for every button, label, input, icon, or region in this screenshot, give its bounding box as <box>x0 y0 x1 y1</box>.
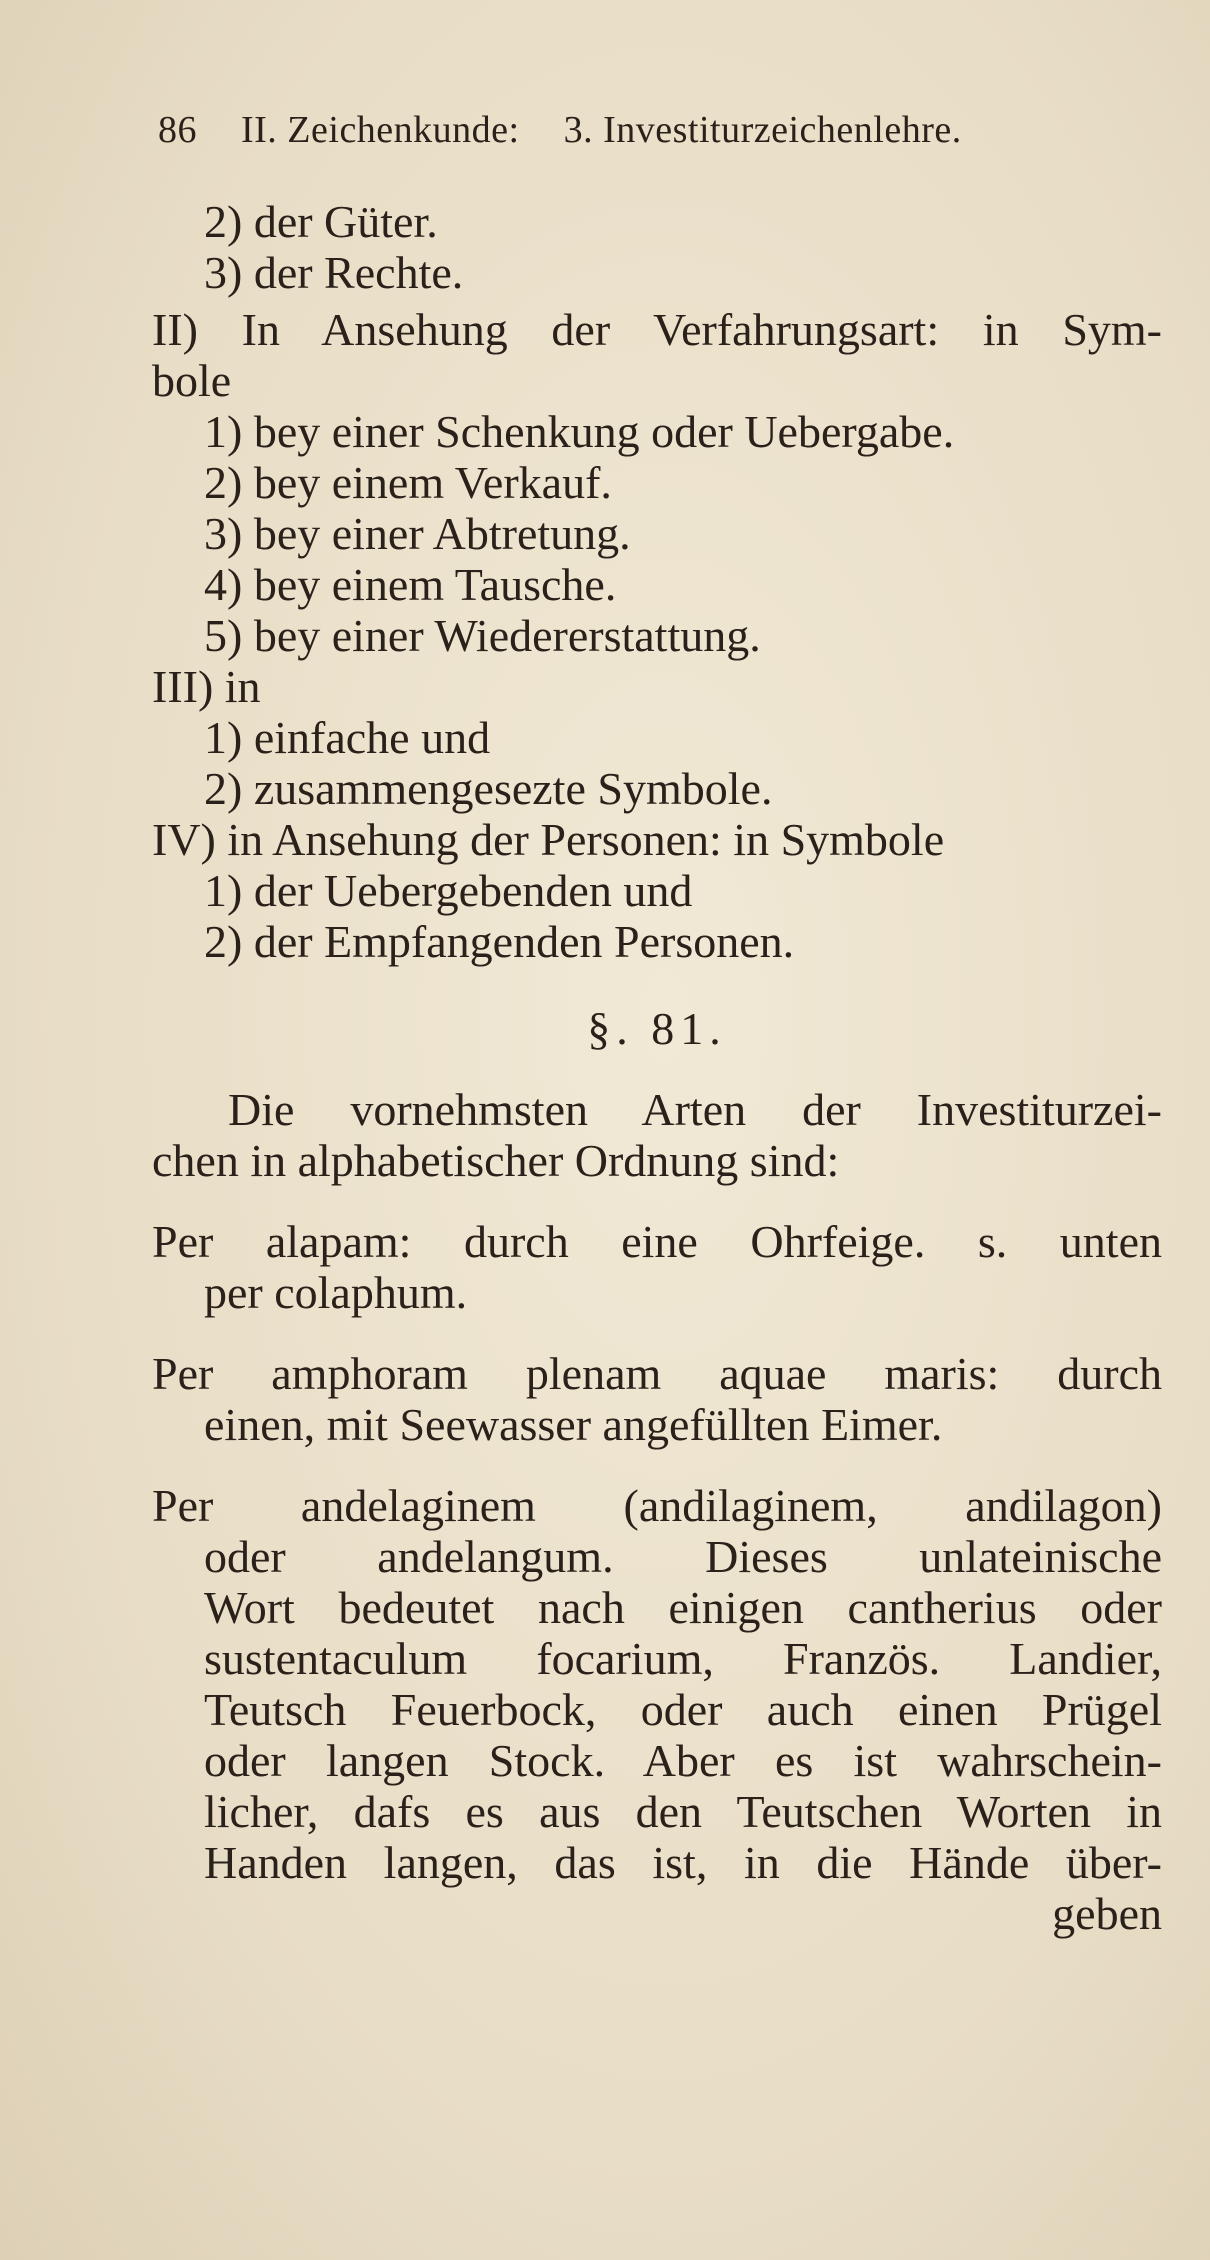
entry-line: oder langen Stock. Aber es ist wahrschein- <box>204 1735 1162 1786</box>
page-number: 86 <box>158 109 197 151</box>
entry-line: Per alapam: durch eine Ohrfeige. s. unten <box>152 1216 1162 1267</box>
section-heading: §. 81. <box>587 1003 727 1054</box>
chapter-title: II. Zeichenkunde: <box>241 109 520 151</box>
list-item: 3) der Rechte. <box>204 247 464 298</box>
list-item: 1) bey einer Schenkung oder Uebergabe. <box>204 406 955 457</box>
list-heading: III) in <box>152 661 261 712</box>
catchword: geben <box>1052 1888 1162 1939</box>
list-heading: II) In Ansehung der Verfahrungsart: in Sym- <box>152 304 1162 355</box>
entry-line: Per andelaginem (andilaginem, andilagon) <box>152 1480 1162 1531</box>
list-heading-cont: bole <box>152 355 232 406</box>
list-item: 4) bey einem Tausche. <box>204 559 617 610</box>
entry-line: sustentaculum focarium, Französ. Landier, <box>204 1633 1162 1684</box>
list-item: 5) bey einer Wiedererstattung. <box>204 610 761 661</box>
section-title: 3. Investiturzeichenlehre. <box>563 109 962 151</box>
entry-line: einen, mit Seewasser angefüllten Eimer. <box>204 1399 943 1450</box>
list-item: 2) der Empfangenden Personen. <box>204 916 795 967</box>
running-header <box>158 108 1058 152</box>
entry-line: Per amphoram plenam aquae maris: durch <box>152 1348 1162 1399</box>
entry-line: oder andelangum. Dieses unlateinische <box>204 1531 1162 1582</box>
list-item: 3) bey einer Abtretung. <box>204 508 631 559</box>
list-item: 1) der Uebergebenden und <box>204 865 693 916</box>
list-item: 2) zusammengesezte Symbole. <box>204 763 773 814</box>
entry-line: Wort bedeutet nach einigen cantherius oder <box>204 1582 1162 1633</box>
entry-andelaginem <box>152 1480 1162 1939</box>
paragraph-line: chen in alphabetischer Ordnung sind: <box>152 1135 840 1186</box>
entry-line: per colaphum. <box>204 1267 468 1318</box>
entry-line: Handen langen, das ist, in die Hände über- <box>204 1837 1162 1888</box>
list-item: 1) einfache und <box>204 712 491 763</box>
paragraph-line: Die vornehmsten Arten der Investiturzei- <box>228 1084 1162 1135</box>
list-item: 2) bey einem Verkauf. <box>204 457 612 508</box>
entry-line: Teutsch Feuerbock, oder auch einen Prügel <box>204 1684 1162 1735</box>
entry-alapam <box>152 1216 1162 1318</box>
page-body <box>152 196 1162 1939</box>
entry-line: licher, dafs es aus den Teutschen Worten in <box>204 1786 1162 1837</box>
entry-amphoram <box>152 1348 1162 1450</box>
list-heading: IV) in Ansehung der Personen: in Symbole <box>152 814 945 865</box>
list-item: 2) der Güter. <box>204 196 438 247</box>
